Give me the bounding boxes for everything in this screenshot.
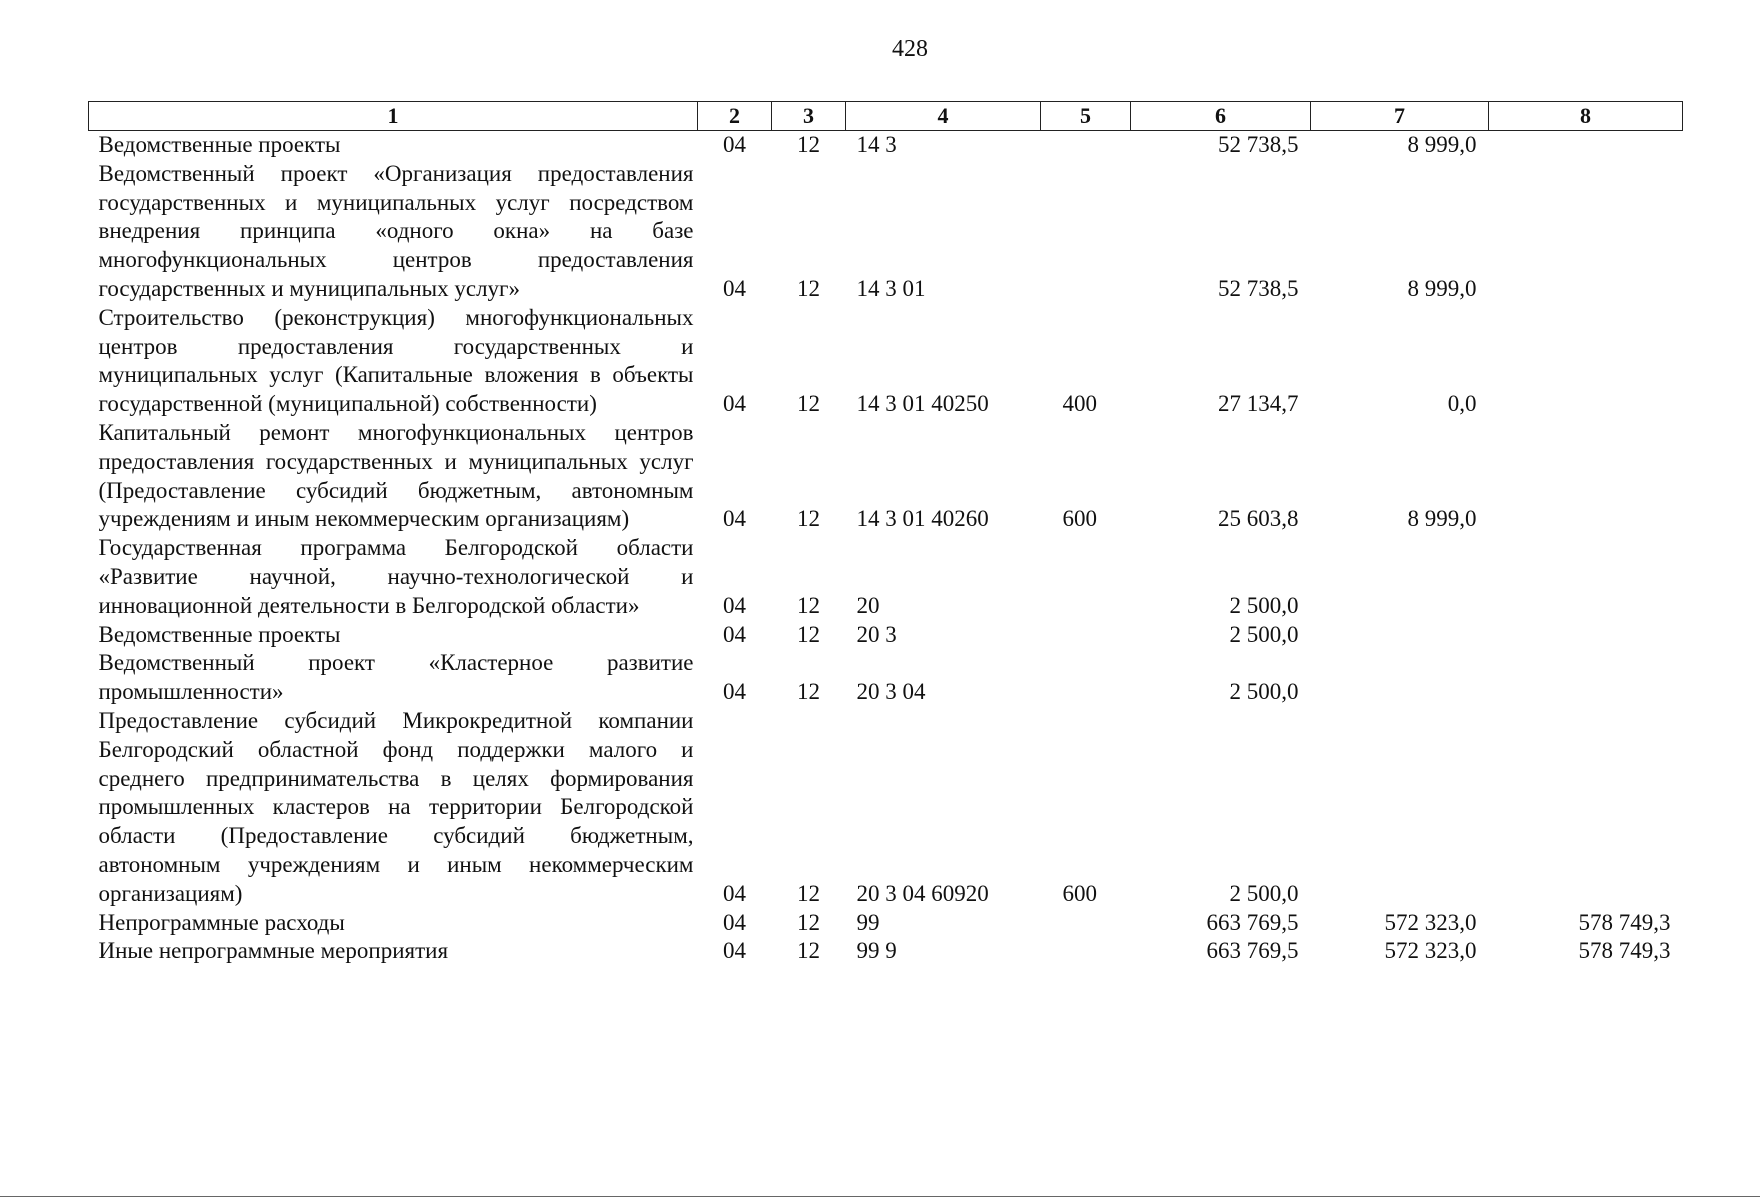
- row-expense-type: [1041, 131, 1131, 160]
- budget-table: [88, 101, 1683, 966]
- col-header-subsection: 3: [772, 102, 846, 131]
- row-year2: 572 323,0: [1384, 938, 1477, 964]
- table-row: [89, 160, 1683, 304]
- row-name: Капитальный ремонт многофункциональных центров предоставления государственных и муниципальных услуг (Предоставление субсидий бюджетным, автономным учреждениям и иным некоммерческим организациям): [98, 419, 694, 532]
- row-year2: 8 999,0: [1407, 506, 1477, 532]
- row-year1: 2 500,0: [1229, 592, 1299, 618]
- row-expense-type: [1041, 649, 1131, 707]
- row-section: 04: [723, 391, 746, 417]
- table-row: [89, 621, 1683, 650]
- row-year1: 2 500,0: [1229, 880, 1299, 906]
- col-header-year3: 8: [1489, 102, 1683, 131]
- row-name: Строительство (реконструкция) многофункциональных центров предоставления государственных и муниципальных услуг (Капитальные вложения в объекты государственной (муниципальной) собственности): [98, 304, 694, 417]
- row-year3: [1489, 621, 1683, 650]
- table-row: [89, 131, 1683, 160]
- row-year2: [1311, 707, 1489, 909]
- table-body: [89, 131, 1683, 967]
- row-section: 04: [723, 880, 746, 906]
- budget-sheet: [88, 101, 1682, 966]
- row-year2: 0,0: [1447, 391, 1477, 417]
- row-target-article: 20 3: [856, 621, 897, 647]
- row-year1: 25 603,8: [1218, 506, 1299, 532]
- col-header-year2: 7: [1311, 102, 1489, 131]
- row-year3: [1489, 534, 1683, 620]
- row-section: 04: [723, 938, 746, 964]
- row-target-article: 14 3 01 40260: [856, 506, 989, 532]
- col-header-target-article: 4: [846, 102, 1041, 131]
- row-year3: 578 749,3: [1578, 909, 1671, 935]
- row-target-article: 14 3 01 40250: [856, 391, 989, 417]
- row-subsection: 12: [797, 391, 820, 417]
- col-header-name: 1: [89, 102, 698, 131]
- row-section: 04: [723, 506, 746, 532]
- row-subsection: 12: [797, 275, 820, 301]
- row-subsection: 12: [797, 909, 820, 935]
- row-name: Предоставление субсидий Микрокредитной компании Белгородский областной фонд поддержки малого и среднего предпринимательства в целях формирования промышленных кластеров на территории Белгородской области (Предоставление субсидий бюджетным, автономным учреждениям и иным некоммерческим организациям): [98, 707, 694, 906]
- row-year3: 578 749,3: [1578, 938, 1671, 964]
- table-row: [89, 937, 1683, 966]
- row-section: 04: [723, 679, 746, 705]
- row-target-article: 14 3 01: [856, 275, 926, 301]
- row-year3: [1489, 707, 1683, 909]
- row-expense-type: [1041, 621, 1131, 650]
- page-number: 428: [892, 36, 928, 62]
- row-name: Ведомственный проект «Организация предоставления государственных и муниципальных услуг посредством внедрения принципа «одного окна» на базе многофункциональных центров предоставления государственных и муниципальных услуг»: [98, 160, 694, 301]
- row-section: 04: [723, 592, 746, 618]
- row-expense-type: [1041, 534, 1131, 620]
- row-year1: 27 134,7: [1218, 391, 1299, 417]
- row-name: Ведомственные проекты: [98, 621, 341, 647]
- row-name: Непрограммные расходы: [98, 909, 345, 935]
- col-header-year1: 6: [1131, 102, 1311, 131]
- row-year1: 52 738,5: [1218, 132, 1299, 157]
- header-row: [89, 102, 1683, 131]
- row-name: Иные непрограммные мероприятия: [98, 938, 449, 964]
- row-subsection: 12: [797, 679, 820, 705]
- row-section: 04: [723, 132, 746, 157]
- row-target-article: 99: [856, 909, 880, 935]
- row-section: 04: [723, 275, 746, 301]
- row-year2: 8 999,0: [1407, 275, 1477, 301]
- row-name: Ведомственный проект «Кластерное развитие промышленности»: [98, 650, 694, 705]
- table-row: [89, 649, 1683, 707]
- row-subsection: 12: [797, 506, 820, 532]
- row-subsection: 12: [797, 592, 820, 618]
- row-expense-type: [1041, 909, 1131, 938]
- row-year3: [1489, 419, 1683, 534]
- row-name: Государственная программа Белгородской области «Развитие научной, научно-технологической и инновационной деятельности в Белгородской области»: [98, 535, 694, 618]
- row-year2: [1311, 649, 1489, 707]
- row-name: Ведомственные проекты: [98, 132, 341, 157]
- row-year3: [1489, 649, 1683, 707]
- bottom-rule: [0, 1196, 1760, 1197]
- row-year1: 2 500,0: [1229, 621, 1299, 647]
- table-row: [89, 534, 1683, 620]
- col-header-section: 2: [698, 102, 772, 131]
- row-year1: 2 500,0: [1229, 679, 1299, 705]
- row-year2: [1311, 534, 1489, 620]
- row-target-article: 20 3 04: [856, 679, 926, 705]
- table-row: [89, 419, 1683, 534]
- table-row: [89, 304, 1683, 419]
- row-section: 04: [723, 621, 746, 647]
- row-year2: 572 323,0: [1384, 909, 1477, 935]
- row-section: 04: [723, 909, 746, 935]
- row-year2: [1311, 621, 1489, 650]
- row-target-article: 20 3 04 60920: [856, 880, 989, 906]
- row-expense-type: [1041, 937, 1131, 966]
- row-expense-type: [1041, 160, 1131, 304]
- table-header: [89, 102, 1683, 131]
- row-year1: 52 738,5: [1218, 275, 1299, 301]
- row-target-article: 20: [856, 592, 880, 618]
- row-year3: [1489, 304, 1683, 419]
- row-subsection: 12: [797, 880, 820, 906]
- row-expense-type: 600: [1062, 880, 1097, 906]
- row-year3: [1489, 160, 1683, 304]
- row-expense-type: 400: [1062, 391, 1097, 417]
- row-year2: 8 999,0: [1407, 132, 1477, 157]
- row-target-article: 14 3: [856, 132, 897, 157]
- row-expense-type: 600: [1062, 506, 1097, 532]
- row-target-article: 99 9: [856, 938, 897, 964]
- row-year3: [1489, 131, 1683, 160]
- row-year1: 663 769,5: [1206, 938, 1299, 964]
- row-year1: 663 769,5: [1206, 909, 1299, 935]
- table-row: [89, 909, 1683, 938]
- col-header-expense-type: 5: [1041, 102, 1131, 131]
- row-subsection: 12: [797, 938, 820, 964]
- row-subsection: 12: [797, 132, 820, 157]
- row-subsection: 12: [797, 621, 820, 647]
- table-row: [89, 707, 1683, 909]
